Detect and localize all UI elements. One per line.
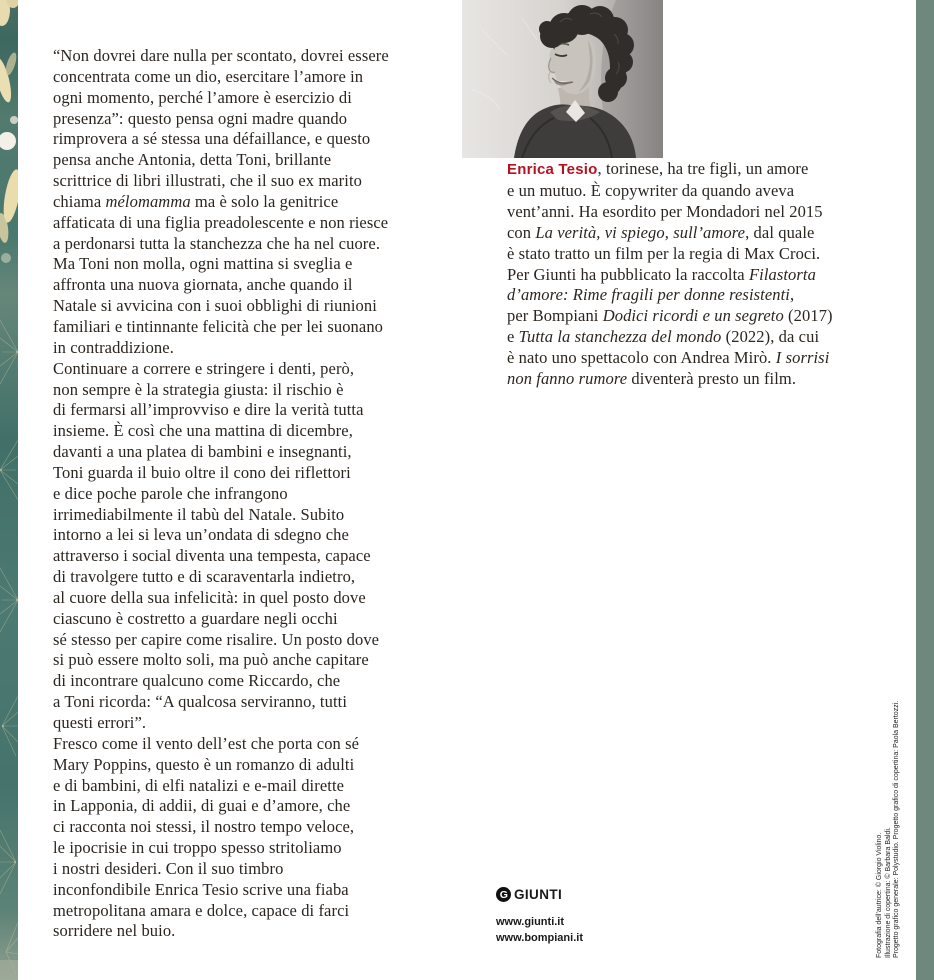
text-run: è nato uno spettacolo con Andrea Mirò. <box>507 348 776 368</box>
text-line <box>507 223 887 244</box>
text-line <box>53 817 465 838</box>
text-line <box>53 275 465 296</box>
text-run: Dodici ricordi e un segreto <box>602 306 784 326</box>
text-run: www.bompiani.it <box>496 931 583 944</box>
text-run: Illustrazione di copertina: © Barbara Baldi. <box>884 827 892 958</box>
text-line <box>507 181 887 202</box>
page-right-edge-band <box>916 0 934 980</box>
text-run: presenza”: questo pensa ogni madre quando <box>53 108 348 128</box>
text-line <box>53 588 465 609</box>
text-line <box>53 859 465 880</box>
text-run: non sempre è la strategia giusta: il rischio è <box>53 379 344 399</box>
text-run: “Non dovrei dare nulla per scontato, dovrei essere <box>53 46 389 65</box>
strip-bottom-fade <box>0 960 18 980</box>
text-run: rimprovera a sé stessa una défaillance, e questo <box>53 129 371 149</box>
text-line <box>53 192 465 213</box>
text-run: le ipocrisie in cui troppo spesso stritoliamo <box>53 838 342 858</box>
text-line <box>507 369 887 390</box>
svg-text:G: G <box>499 889 508 902</box>
text-line <box>53 671 465 692</box>
text-run: d’amore: Rime fragili per donne resistenti <box>507 285 790 305</box>
text-line <box>53 713 465 734</box>
text-line <box>507 202 887 223</box>
text-line <box>53 296 465 317</box>
text-line <box>507 159 887 181</box>
text-run: scrittrice di libri illustrati, che il suo ex marito <box>53 171 362 191</box>
text-run: ciascuno è costretto a guardare negli occhi <box>53 608 338 628</box>
credits-colophon <box>876 638 902 958</box>
book-description <box>53 46 465 942</box>
text-run: pensa anche Antonia, detta Toni, brillante <box>53 150 332 170</box>
text-run: Continuare a correre e stringere i denti, però, <box>53 358 355 378</box>
text-run: affronta una nuova giornata, anche quando il <box>53 275 353 295</box>
author-photo <box>462 0 663 158</box>
text-run: affaticata di una figlia preadolescente e non riesce <box>53 212 389 232</box>
text-run: , <box>789 285 795 305</box>
text-run: ci racconta noi stessi, il nostro tempo veloce, <box>53 817 355 837</box>
text-line <box>53 734 465 755</box>
text-run: con <box>507 222 536 242</box>
text-run: attraverso i social diventa una tempesta, capace <box>53 546 371 566</box>
text-line <box>53 442 465 463</box>
text-run: Toni guarda il buio oltre il cono dei riflettori <box>53 462 351 482</box>
text-run: in Lapponia, di addii, di guai e d’amore, che <box>53 796 351 816</box>
text-line <box>53 88 465 109</box>
text-run: sé stesso per capire come risalire. Un posto dove <box>53 629 380 649</box>
text-line <box>53 901 465 922</box>
text-line <box>53 421 465 442</box>
text-run: La verità, vi spiego, sull’amore <box>535 222 746 242</box>
text-run: I sorrisi <box>775 348 830 368</box>
text-run: insieme. È così che una mattina di dicembre, <box>53 421 353 441</box>
text-line <box>53 338 465 359</box>
giunti-logo-text: GIUNTI <box>514 887 563 902</box>
text-run: a Toni ricorda: “A qualcosa serviranno, tutti <box>53 692 347 712</box>
text-line <box>893 638 902 958</box>
text-line <box>53 46 465 67</box>
text-line <box>53 609 465 630</box>
giunti-logo <box>496 887 583 902</box>
text-line <box>53 380 465 401</box>
text-line <box>53 213 465 234</box>
text-line <box>53 234 465 255</box>
text-run: a perdonarsi tutta la stanchezza che ha nel cuore. <box>53 233 381 253</box>
text-line <box>53 109 465 130</box>
text-run: metropolitana amara e dolce, capace di farci <box>53 900 350 920</box>
text-run: e un mutuo. È copywriter da quando aveva <box>507 180 795 200</box>
text-run: Progetto grafico generale: Polystudio. Progetto grafico di copertina: Paola Bertozzi. <box>893 700 900 958</box>
text-line <box>53 67 465 88</box>
text-run: Mary Poppins, questo è un romanzo di adulti <box>53 754 355 774</box>
text-line <box>53 171 465 192</box>
publisher-block <box>496 887 583 947</box>
text-line <box>53 505 465 526</box>
text-line <box>53 129 465 150</box>
text-line <box>496 915 583 931</box>
text-line <box>53 150 465 171</box>
text-line <box>507 265 887 286</box>
text-run: e <box>507 327 519 347</box>
text-run: al cuore della sua infelicità: in quel posto dove <box>53 587 366 607</box>
text-line <box>53 921 465 942</box>
text-run: in contraddizione. <box>53 337 174 357</box>
text-run: , dal quale <box>745 222 815 242</box>
text-run: di travolgere tutto e di scaraventarla indietro, <box>53 567 356 587</box>
text-run: inconfondibile Enrica Tesio scrive una fiaba <box>53 879 349 899</box>
text-line <box>507 285 887 306</box>
text-line <box>507 306 887 327</box>
text-run: ma è solo la genitrice <box>190 191 339 211</box>
text-line <box>53 755 465 776</box>
text-line <box>496 931 583 947</box>
text-line <box>53 796 465 817</box>
text-line <box>507 327 887 348</box>
text-line <box>53 317 465 338</box>
author-bio <box>507 159 887 390</box>
text-line <box>53 776 465 797</box>
text-line <box>53 880 465 901</box>
giunti-logo-icon <box>496 887 511 902</box>
text-run: Filastorta <box>748 264 816 284</box>
text-run: mélomamma <box>105 191 191 211</box>
text-line <box>53 692 465 713</box>
text-line <box>53 525 465 546</box>
text-line <box>507 348 887 369</box>
text-run: vent’anni. Ha esordito per Mondadori nel 2015 <box>507 201 823 221</box>
text-run: , torinese, ha tre figli, un amore <box>597 159 809 178</box>
text-run: diventerà presto un film. <box>627 369 797 389</box>
text-line <box>53 630 465 651</box>
text-run: Fresco come il vento dell’est che porta con sé <box>53 733 360 753</box>
text-line <box>53 463 465 484</box>
text-run: per Bompiani <box>507 306 603 326</box>
text-run: Per Giunti ha pubblicato la raccolta <box>507 264 749 284</box>
text-line <box>53 254 465 275</box>
text-run: si può essere molto soli, ma può anche capitare <box>53 650 369 670</box>
cover-spine-strip <box>0 0 18 980</box>
text-run: i nostri desideri. Con il suo timbro <box>53 858 284 878</box>
text-run: Natale si avvicina con i suoi obblighi di riunioni <box>53 296 377 316</box>
text-run: (2017) <box>783 306 833 326</box>
text-run: chiama <box>53 191 106 211</box>
text-run: è stato tratto un film per la regia di Max Croci. <box>507 243 821 263</box>
text-line <box>53 838 465 859</box>
text-run: di incontrare qualcuno come Riccardo, che <box>53 671 341 691</box>
text-line <box>53 359 465 380</box>
text-run: davanti a una platea di bambini e insegnanti, <box>53 442 352 462</box>
text-run: concentrata come un dio, esercitare l’amore in <box>53 66 364 86</box>
text-line <box>53 484 465 505</box>
text-run: Fotografia dell’autrice: © Giorgio Violino. <box>876 832 883 958</box>
text-run: Ma Toni non molla, ogni mattina si sveglia e <box>53 254 353 274</box>
text-run: di fermarsi all’improvviso e dire la verità tutta <box>53 400 364 420</box>
text-run: familiari e tintinnante felicità che per lei suonano <box>53 316 384 336</box>
text-run: Tutta la stanchezza del mondo <box>518 327 722 347</box>
text-run: e dice poche parole che infrangono <box>53 483 288 503</box>
text-line <box>876 638 885 958</box>
text-run: ogni momento, perché l’amore è esercizio di <box>53 87 352 107</box>
publisher-websites <box>496 915 583 947</box>
text-line <box>53 546 465 567</box>
text-run: irrimediabilmente il tabù del Natale. Subito <box>53 504 345 524</box>
text-line <box>507 244 887 265</box>
text-line <box>885 638 894 958</box>
text-run: e di bambini, di elfi natalizi e e-mail dirette <box>53 775 345 795</box>
text-run: Enrica Tesio <box>507 161 598 178</box>
text-run: sorridere nel buio. <box>53 921 176 941</box>
text-line <box>53 400 465 421</box>
text-line <box>53 567 465 588</box>
text-run: questi errori”. <box>53 713 147 732</box>
text-line <box>53 650 465 671</box>
text-run: non fanno rumore <box>507 369 628 389</box>
text-run: (2022), da cui <box>721 327 820 347</box>
text-run: intorno a lei si leva un’ondata di sdegno che <box>53 525 349 545</box>
text-run: www.giunti.it <box>496 916 565 928</box>
